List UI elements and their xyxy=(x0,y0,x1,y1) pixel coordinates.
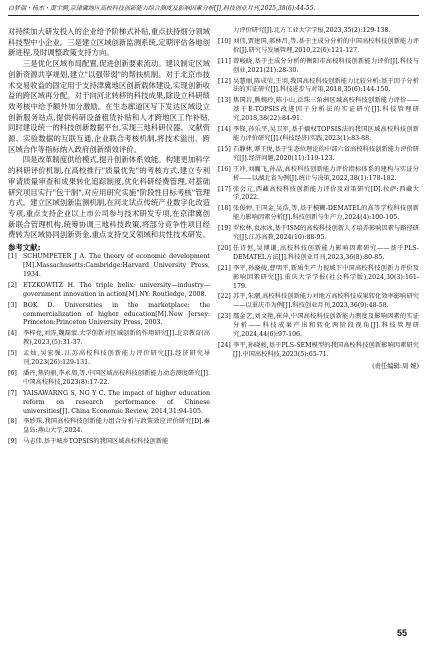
reference-item xyxy=(218,342,419,360)
body-paragraph: 对持续加大研发投入的企业给予阶梯式补贴,重点扶持细分领域科技型中小企业。三是建立区域创新监测系统,定期评估各地创新进程,及时调整政策支持方向。 xyxy=(8,27,210,58)
reference-text: 李平,孙晓骏,曹明平,新质生产力视域下中国高校科技创新力评价及影响因素研究[J].重庆大学学报(社会科学版),2024,30(3):161-179. xyxy=(233,264,419,290)
reference-text: 罗松林,袁冰冰,基于ISM的高校科技创新人才培养影响因素与路径研究[J].江苏高教,2024(10):88-95. xyxy=(233,225,419,242)
page-number: 55 xyxy=(396,628,407,638)
reference-number: [17] xyxy=(218,185,231,193)
reference-text: 李妙珠.我国高校科技创新能力组合分析与政策效应评价研究[D].秦皇岛:燕山大学,2024. xyxy=(23,418,210,435)
editor-note: (责任编辑:周 婉) xyxy=(372,362,419,370)
reference-number: [8] xyxy=(8,418,17,426)
reference-text: 吴慧丽,陈成荣,王羽,我国高校科技创新能力比较分析:基于因子分析法的实证研究[J].科技进步与对策,2018,35(6):144-150. xyxy=(233,77,419,94)
reference-text: 苏平,朱潮,高校科技创新能力对地方高校科技成果转化效率影响研究——以重庆市为例[J].科技创业月刊,2023,36(9):48-58. xyxy=(233,293,419,310)
reference-item xyxy=(218,245,419,263)
reference-item xyxy=(218,186,419,204)
reference-item xyxy=(8,253,210,280)
reference-text: 张俊婷,王国金,吴浩,等,基于模糊-DEMATEL的高等学校科技创新能力影响因素分析[J].科技创新与生产力,2024(4):100-105. xyxy=(233,205,419,222)
references-list-continued xyxy=(218,27,419,360)
reference-number: [15] xyxy=(218,145,231,153)
reference-number: [22] xyxy=(218,293,231,301)
reference-item xyxy=(8,282,210,300)
reference-item xyxy=(8,390,210,417)
reference-number: [1] xyxy=(8,253,17,261)
reference-item xyxy=(218,38,419,56)
reference-text: 李锋,孙乐平,吴卫军,基于熵权TOPSIS法的我国区域高校科技创新能力评价研究[J].(科技经济)实践,2023(1):83-88. xyxy=(233,126,419,142)
reference-number: [5] xyxy=(8,350,17,358)
reference-text: SCHUMPETER J A. The theory of economic development [M].Massachusetts:Cambridge:Harvard University Press, 1934. xyxy=(23,253,210,278)
reference-text: 曾峻晓,基于主成分分析的衡阳市高校科技创新能力评价[J].科技与创业,2021(21):28-30. xyxy=(233,57,419,74)
reference-number: [21] xyxy=(218,264,231,272)
reference-number xyxy=(218,27,233,36)
reference-number: [11] xyxy=(218,57,231,65)
reference-text: 潘丹,焦钧丽,李永周,等.中国区域高校科技创新能力动态测度研究[J].中国高校科技,2023(8):17-22. xyxy=(23,369,210,386)
body-paragraph: 三是优化区域布局配置,促进创新要素流动。建议制定区域创新资源共享规划,建立"以强带弱"的帮扶机制。对于北京市技术交易收益的固定用于支持津冀地区创新载体建设,实现创新收益的跨区域再分配。对于向河北转移的科技成果,除设立科研绩效考核中给予额外加分激励。在生态廊道区写下发达区域设立创新服务站点,提供科研设备租赁补贴和人才跨地区工作补贴,同时建设统一的科技创新数据平台,实现三地科研仪器、文献资源、实验数据的互联互通,企业联合考核机制,将技术溢出、跨区域合作等指标纳入政府创新绩效评价。 xyxy=(8,59,210,154)
reference-number: [16] xyxy=(218,165,231,173)
reference-number: [2] xyxy=(8,281,17,289)
reference-number: [24] xyxy=(218,342,231,349)
reference-item xyxy=(8,350,210,368)
reference-number: [23] xyxy=(218,313,231,321)
reference-text: ETZKOWITZ H. The triple helix: university—industry—government innovation in action[M].NY: Routledge, 2008. xyxy=(23,281,210,298)
left-column xyxy=(8,27,210,627)
reference-number: [4] xyxy=(8,330,17,338)
reference-text: 任诗恒,吴博谦,高校科技创新能力影响因素研究——基于PLS-DEMATEL方法[J].科技创业月刊,2023,36(8):80-85. xyxy=(233,244,419,261)
reference-number: [18] xyxy=(218,205,231,213)
reference-text: 焦国岩,熊婉玲,陈小山,泛珠三角洲区域高校科技创新能力评价——基于E-TOPSIS改进因子分析法的实证研究[J].科技管理研究,2018,38(22):84-91. xyxy=(233,97,419,123)
reference-text: 石静林,谭王悦,基于生态位理论的中部六省高校科技创新能力评价研究[J].经济问题,2020(11):119-123. xyxy=(233,145,419,162)
reference-item xyxy=(218,293,419,311)
reference-text: 王冲,刘巍飞,孙晶,高校科技创新能力评价指标体系的建构与实证分析——以湖北省为例[J].统计与决策,2022,38(1):178-182. xyxy=(233,165,419,182)
reference-item xyxy=(218,27,419,36)
reference-item xyxy=(8,438,210,447)
reference-item xyxy=(218,265,419,292)
body-paragraph: 四是改革制度供给模式,提升创新体系效能。构建更加科学的科研评价机制,在高校推行"质量优先"的考核方式,建立专利审请质量审查和成果转化追踪制度,优化科研经费管理,对基础研究项目实行"包干制",对应用研究实施"阶段性目标考核"管理方式。建立区域创新监测机制,在河北试点传统产业数字化改造专项,重点支持企业以上市公司参与技术研发专项,在京津冀创新联合管理机构,统筹协调三地科技政策,将部分竞争性项目经费转为区域协同创新资金,重点支持交叉领域和共性技术研发。 xyxy=(8,155,210,240)
reference-item xyxy=(8,302,210,329)
reference-item xyxy=(8,370,210,388)
reference-text: 刘伟,贾建国,郝林昌,等.基于主成分分析的中国高校科技创新能力评价[J].研究与发展管理,2010,22(6):121-127. xyxy=(233,37,419,54)
reference-item xyxy=(218,97,419,124)
reference-item xyxy=(218,58,419,76)
reference-number: [20] xyxy=(218,244,231,252)
reference-text: 力评价研究[J].北方工业大学学报,2023,35(2):129-138. xyxy=(233,27,391,34)
reference-number: [10] xyxy=(218,37,231,45)
reference-text: 李梓亮,刘涛,魏磊蒙.大学创新对区域创新的作用研究[J].北京教育(高教),2023,(5):31-37. xyxy=(23,330,210,347)
reference-text: 李平,孙晓骏,基于PLS-SEM模型的我国高校科技创新影响因素研究[J].中国高校科技,2023(5):65-71. xyxy=(233,342,419,358)
reference-number: [13] xyxy=(218,97,231,105)
reference-item xyxy=(218,146,419,164)
reference-item xyxy=(218,78,419,96)
reference-text: 马志伟.基于城乡TOPSIS的我国区域高校科技创新能 xyxy=(23,438,169,446)
reference-number: [12] xyxy=(218,77,231,85)
reference-item xyxy=(218,313,419,340)
reference-text: 张会元,西藏高校科技创新能力评价及对策研究[D].拉萨:西藏大学,2022. xyxy=(233,185,419,202)
reference-text: 鄢金艺,刘文艳,崔萍,中国高校科技创新能力测度及影响因素的实证分析——科技成果产出和转化两阶段视角[J].科技管理研究,2024,44(6):97-106. xyxy=(233,313,419,339)
reference-item xyxy=(8,330,210,348)
references-list xyxy=(8,253,210,447)
reference-number: [9] xyxy=(8,438,17,446)
reference-text: YAISAWARNG S, NG Y C. The impact of higher education reform on research performance of Chinese universities[J]. China Economic Review, 2014,31:94-105. xyxy=(23,389,210,415)
reference-item xyxy=(218,126,419,144)
reference-number: [19] xyxy=(218,225,231,233)
reference-text: BOK D. Universities in the marketplace: the commercialization of higher education[M].New Jersey: Princeton:Princeton University Press, 2003. xyxy=(23,301,210,327)
reference-text: 孟灿,吴宏强.江苏高校科技创新能力评价研究[J].经济研究导刊,2023(26):129-131. xyxy=(23,350,210,367)
references-title: 参考文献: xyxy=(8,243,41,253)
reference-item xyxy=(218,166,419,184)
reference-number: [7] xyxy=(8,389,17,397)
reference-item xyxy=(218,205,419,223)
reference-item xyxy=(8,418,210,436)
right-column xyxy=(218,27,419,627)
reference-number: [3] xyxy=(8,301,17,309)
reference-number: [6] xyxy=(8,369,17,377)
reference-item xyxy=(218,225,419,243)
reference-number: [14] xyxy=(218,126,231,134)
running-header: 白梦瑞・杨杰・黄宇聘,京津冀地区高校科技创新能力综合测度及影响因素分析[J],科技创业月刊,2025,38(6):44-55. xyxy=(8,2,419,16)
